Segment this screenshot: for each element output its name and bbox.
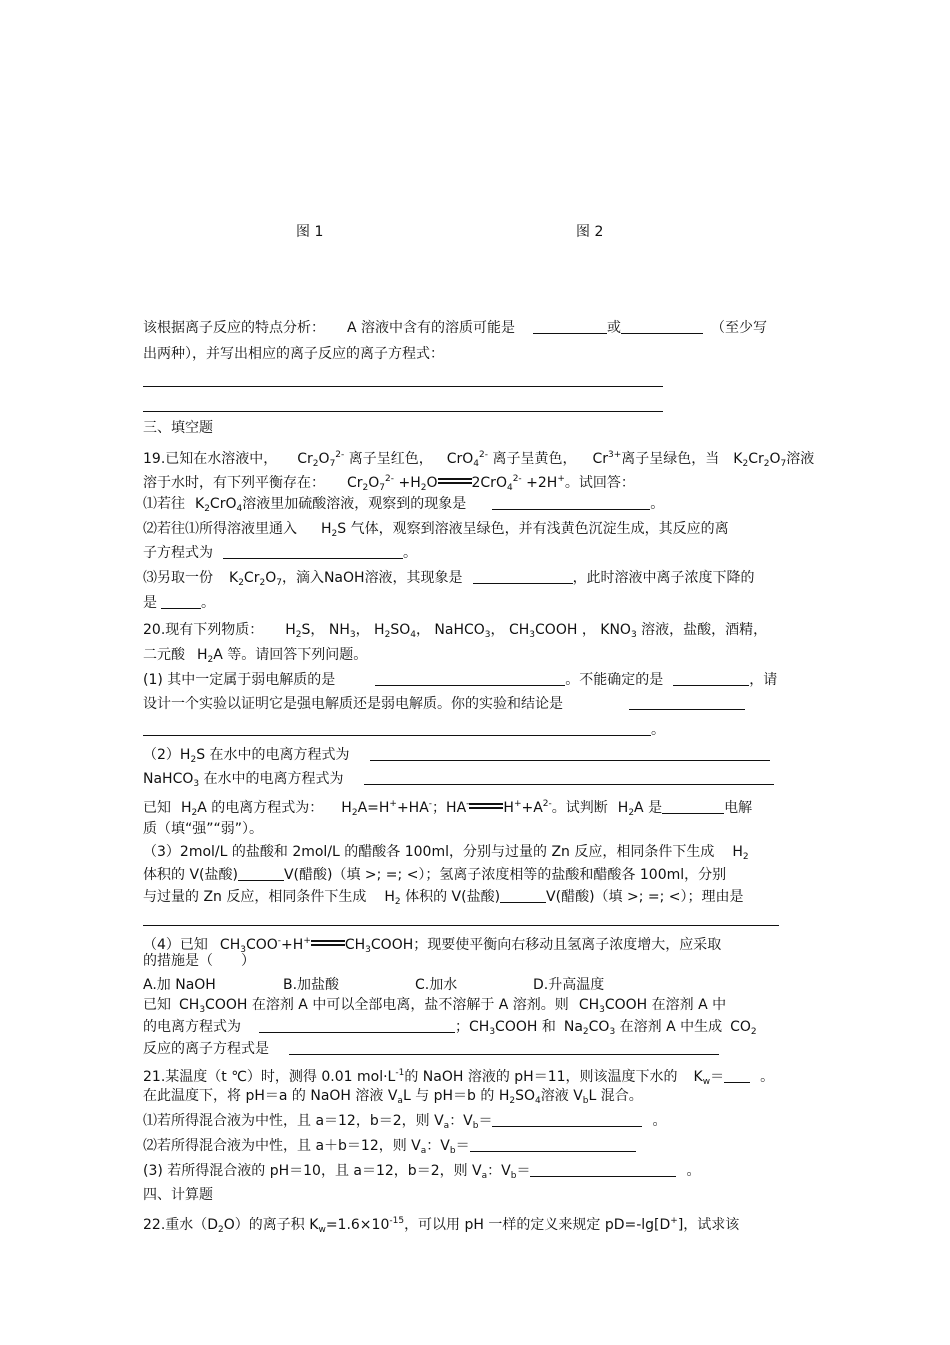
figure-2-caption: 图 2 <box>576 224 604 240</box>
q20-part-1: (1) 其中一定属于弱电解质的是 。不能确定的是 ，请 <box>143 672 778 688</box>
q20-part-3-c: 与过量的 Zn 反应，相同条件下生成 $H_2$ 体积的 V(盐酸) V(醋酸)（填 >; =; <）；理由是 <box>143 889 744 907</box>
q19-line-1: 19.已知在水溶液中， $Cr_2O_7^{2-}$ 离子呈红色， CrO$_4^{2-}$ 离子呈黄色， $Cr^{3+}$离子呈绿色，当 $K_2Cr_2O_7$溶液 <box>143 450 815 469</box>
q19-part-3-cont: 是 。 <box>143 595 215 611</box>
intro-line-1: 该根据离子反应的特点分析： A 溶液中含有的溶质可能是 或 （至少写 <box>143 320 768 336</box>
q20-part-5: 已知 $CH_3COOH$ 在溶剂 A 中可以全部电离，盐不溶解于 A 溶剂。则 $CH_3COOH$ 在溶剂 A 中 <box>143 997 727 1015</box>
answer-line <box>143 411 663 412</box>
option-a: A.加 NaOH <box>143 977 216 993</box>
option-b: B.加盐酸 <box>283 977 340 993</box>
equilibrium-arrow-icon <box>438 476 472 486</box>
q20-part-2-c: 已知 $H_2A$ 的电离方程式为： $H_2A=H^++HA^-$；HA- $H^++A^{2-}$。试判断 $H_2A$ 是 电解 <box>143 799 753 818</box>
section-3-heading: 三、填空题 <box>143 420 213 436</box>
q19-part-3: ⑶另取一份 $K_2Cr_2O_7$，滴入NaOH溶液，其现象是 ，此时溶液中离子浓度下降的 <box>143 570 755 588</box>
q21-line-2: 在此温度下，将 pH＝a 的 NaOH 溶液 $V_aL$ 与 pH＝b 的 $H_2SO_4$溶液 $V_bL$ 混合。 <box>143 1088 643 1106</box>
q20-part-3: （3）2mol/L 的盐酸和 2mol/L 的醋酸各 100ml，分别与过量的 Zn 反应，相同条件下生成 $H_2$ <box>143 844 749 862</box>
q20-part-1-end: 。 <box>143 720 665 740</box>
q21-part-2: ⑵若所得混合液为中性，且 a＋b＝12，则 $V_a$：$V_b=$ <box>143 1136 636 1161</box>
q20-part-2-b: NaHCO$_3$ 在水中的电离方程式为 <box>143 769 774 794</box>
q20-part-4: （4）已知 $CH_3COO^-+H^+$ $CH_3COOH$；现要使平衡向右移动且氢离子浓度增大，应采取 <box>143 936 722 955</box>
figure-1-caption: 图 1 <box>296 224 324 240</box>
equilibrium-arrow-icon <box>469 801 503 811</box>
intro-line-2: 出两种），并写出相应的离子反应的离子方程式： <box>143 346 444 362</box>
q20-line-1: 20.现有下列物质： $H_2S$， $NH_3$， $H_2SO_4$， NaHCO$_3$， $CH_3COOH$ ， $KNO_3$ 溶液，盐酸，酒精， <box>143 622 768 640</box>
q20-part-3-b: 体积的 V(盐酸) V(醋酸)（填 >; =; <）；氢离子浓度相等的盐酸和醋酸各 100ml，分别 <box>143 867 727 883</box>
section-4-heading: 四、计算题 <box>143 1187 213 1203</box>
q20-part-4-b: 的措施是（ ） <box>143 953 255 969</box>
option-d: D.升高温度 <box>533 977 605 993</box>
q21-part-1: ⑴若所得混合液为中性，且 a＝12，b＝2，则 $V_a$：$V_b=$ 。 <box>143 1113 667 1131</box>
q22-line-1: 22.重水$(D_2O)$的离子积 $K_w=1.6\times 10^{-15}$，可以用 pH 一样的定义来规定 pD=-lg[D+]，试求该 <box>143 1216 740 1235</box>
q19-line-2: 溶于水时，有下列平衡存在： $Cr_2O_7^{2-} +H_2O$ 2CrO$_4^{2-}$ +2H+。试回答： <box>143 474 635 493</box>
q20-part-5-c: 反应的离子方程式是 <box>143 1039 719 1059</box>
q20-part-2-d: 质（填“强”“弱”）。 <box>143 821 264 837</box>
q20-line-2: 二元酸 $H_2A$ 等。请回答下列问题。 <box>143 647 368 665</box>
q21-line-1: 21.某温度（t ℃）时，测得 0.01 $mol\cdot L^{-1}$的 NaOH 溶液的 pH＝11，则该温度下水的 $K_w=$ 。 <box>143 1068 775 1087</box>
q19-part-2-cont: 子方程式为 。 <box>143 545 417 561</box>
q20-part-1-cont: 设计一个实验以证明它是强电解质还是弱电解质。你的实验和结论是 <box>143 694 745 714</box>
q20-part-2: $(2)H_2S$ 在水中的电离方程式为 <box>143 745 770 770</box>
q20-part-5-b: 的电离方程式为 ；$CH_3COOH$ 和 $Na_2CO_3$ 在溶剂 A 中生成 $CO_2$ <box>143 1019 757 1037</box>
q19-part-2: ⑵若往⑴所得溶液里通入 $H_2S$ 气体，观察到溶液呈绿色，并有浅黄色沉淀生成，其反应的离 <box>143 521 729 539</box>
q21-part-3: (3) 若所得混合液的 pH＝10，且 a＝12，b＝2，则 $V_a$：$V_b=$ 。 <box>143 1163 701 1181</box>
q19-part-1: ⑴若往 $K_2CrO_4$溶液里加硫酸溶液，观察到的现象是 。 <box>143 496 665 514</box>
option-c: C.加水 <box>415 977 458 993</box>
answer-line <box>143 925 779 926</box>
equilibrium-arrow-icon <box>311 938 345 948</box>
answer-line <box>143 386 663 387</box>
q20-options <box>143 975 604 995</box>
